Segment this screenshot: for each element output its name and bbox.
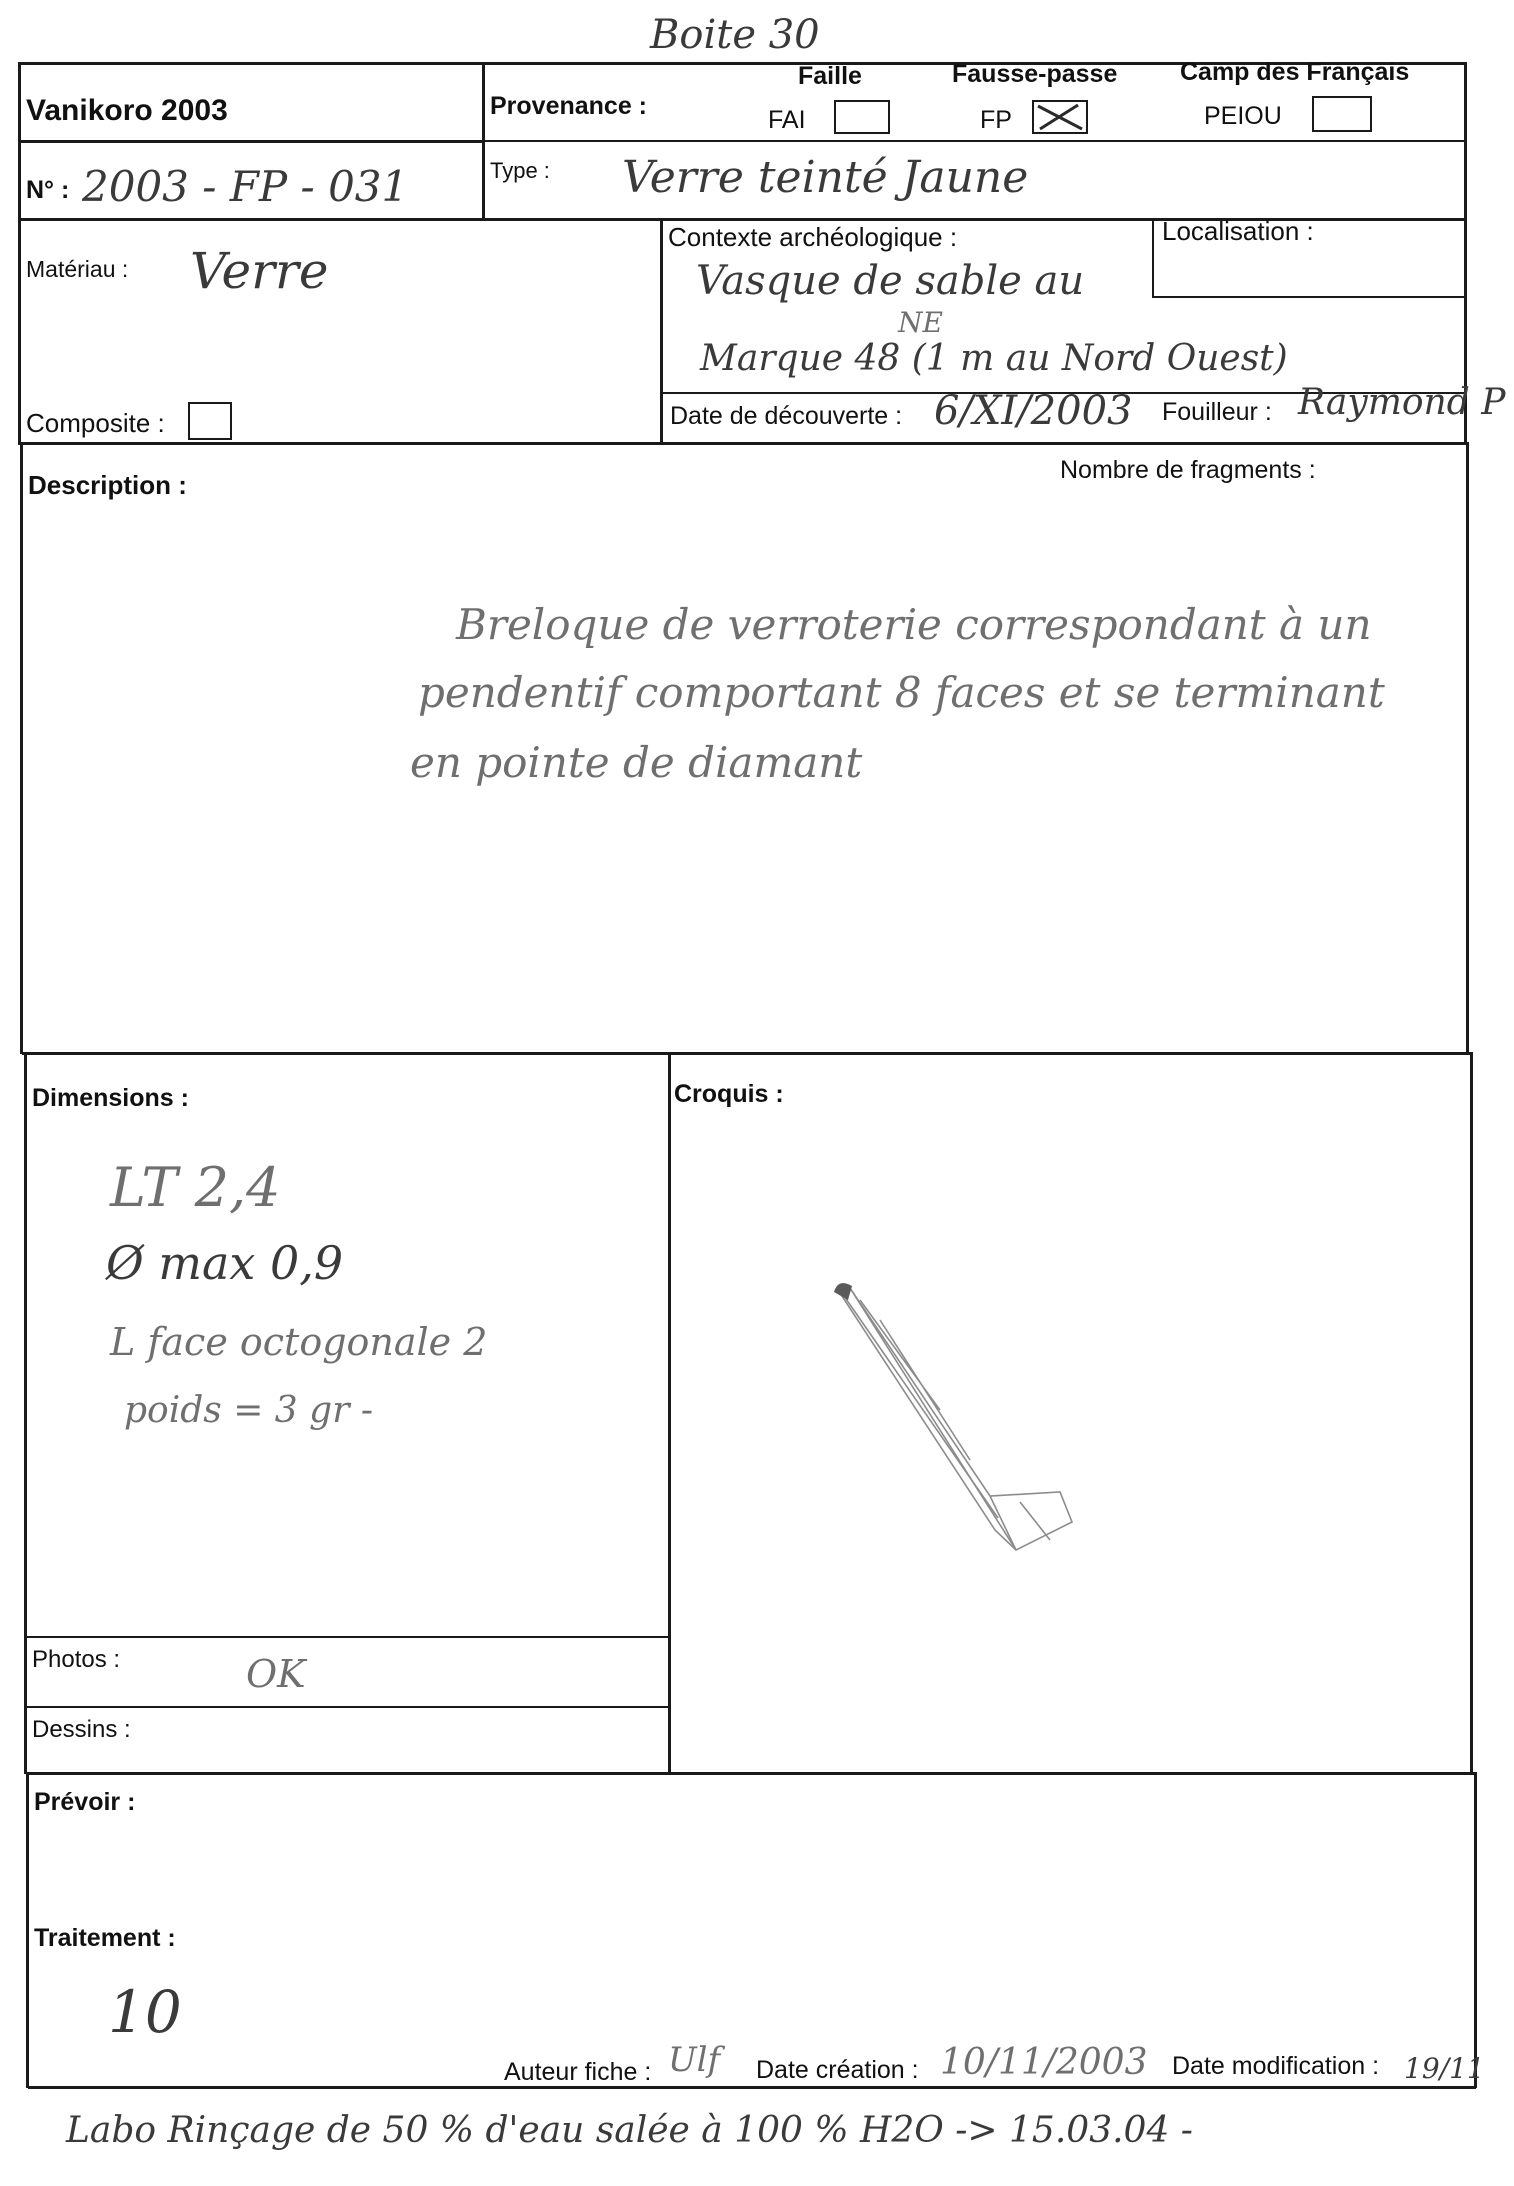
dimensions-line-4[interactable]: poids = 3 gr - [124, 1390, 374, 1431]
fouilleur-value[interactable]: Raymond P [1298, 382, 1506, 423]
fouilleur-label: Fouilleur : [1162, 398, 1272, 426]
fausse-passe-checkbox[interactable] [1032, 100, 1088, 134]
description-line-3[interactable]: en pointe de diamant [410, 738, 863, 787]
composite-label: Composite : [26, 408, 165, 438]
contexte-line2[interactable]: Marque 48 (1 m au Nord Ouest) [700, 338, 1288, 379]
prevoir-label: Prévoir : [34, 1788, 136, 1816]
dimensions-line-2[interactable]: Ø max 0,9 [106, 1236, 344, 1290]
dessins-label: Dessins : [32, 1716, 131, 1743]
box-number-note: Boite 30 [650, 12, 820, 58]
description-label: Description : [28, 470, 187, 500]
contexte-line1[interactable]: Vasque de sable au [696, 258, 1085, 304]
photos-label: Photos : [32, 1646, 121, 1673]
composite-checkbox[interactable] [188, 402, 232, 440]
camp-code: PEIOU [1204, 102, 1282, 130]
provenance-label: Provenance : [490, 92, 648, 120]
faille-checkbox[interactable] [834, 100, 890, 134]
dimensions-label: Dimensions : [32, 1084, 189, 1112]
auteur-value[interactable]: Ulf [668, 2040, 721, 2080]
check-cross-icon [1034, 102, 1086, 132]
contexte-line1b: NE [898, 306, 943, 339]
numero-label: N° : [26, 176, 70, 204]
dimensions-line-1[interactable]: LT 2,4 [110, 1156, 281, 1219]
materiau-value[interactable]: Verre [190, 242, 329, 300]
fausse-passe-code: FP [980, 106, 1012, 134]
date-decouverte-label: Date de découverte : [670, 402, 903, 430]
date-modification-label: Date modification : [1172, 2052, 1380, 2080]
traitement-value[interactable]: 10 [108, 1978, 182, 2046]
auteur-label: Auteur fiche : [504, 2058, 652, 2086]
numero-value[interactable]: 2003 - FP - 031 [82, 162, 409, 211]
type-label: Type : [490, 158, 550, 183]
date-decouverte-value[interactable]: 6/XI/2003 [934, 388, 1133, 434]
date-creation-value[interactable]: 10/11/2003 [940, 2042, 1148, 2083]
fragments-label: Nombre de fragments : [1060, 456, 1316, 484]
description-line-1[interactable]: Breloque de verroterie correspondant à un [456, 600, 1372, 649]
lab-note: Labo Rinçage de 50 % d'eau salée à 100 % H2O -> 15.03.04 - [66, 2110, 1193, 2151]
description-line-2[interactable]: pendentif comportant 8 faces et se terminant [418, 668, 1385, 717]
pendant-sketch [820, 1260, 1100, 1560]
fausse-passe-title: Fausse-passe [952, 60, 1118, 88]
contexte-label: Contexte archéologique : [668, 222, 958, 252]
localisation-label: Localisation : [1162, 216, 1314, 246]
photos-value[interactable]: OK [246, 1652, 306, 1696]
date-creation-label: Date création : [756, 2056, 919, 2084]
faille-title: Faille [798, 62, 862, 90]
date-modification-value[interactable]: 19/11 [1404, 2052, 1485, 2085]
faille-code: FAI [768, 106, 806, 134]
type-value[interactable]: Verre teinté Jaune [622, 152, 1029, 203]
camp-checkbox[interactable] [1312, 96, 1372, 132]
croquis-label: Croquis : [674, 1080, 784, 1108]
site-title: Vanikoro 2003 [26, 94, 228, 127]
materiau-label: Matériau : [26, 256, 129, 282]
camp-title: Camp des Français [1180, 58, 1410, 86]
traitement-label: Traitement : [34, 1924, 176, 1952]
dimensions-line-3[interactable]: L face octogonale 2 [110, 1320, 488, 1364]
